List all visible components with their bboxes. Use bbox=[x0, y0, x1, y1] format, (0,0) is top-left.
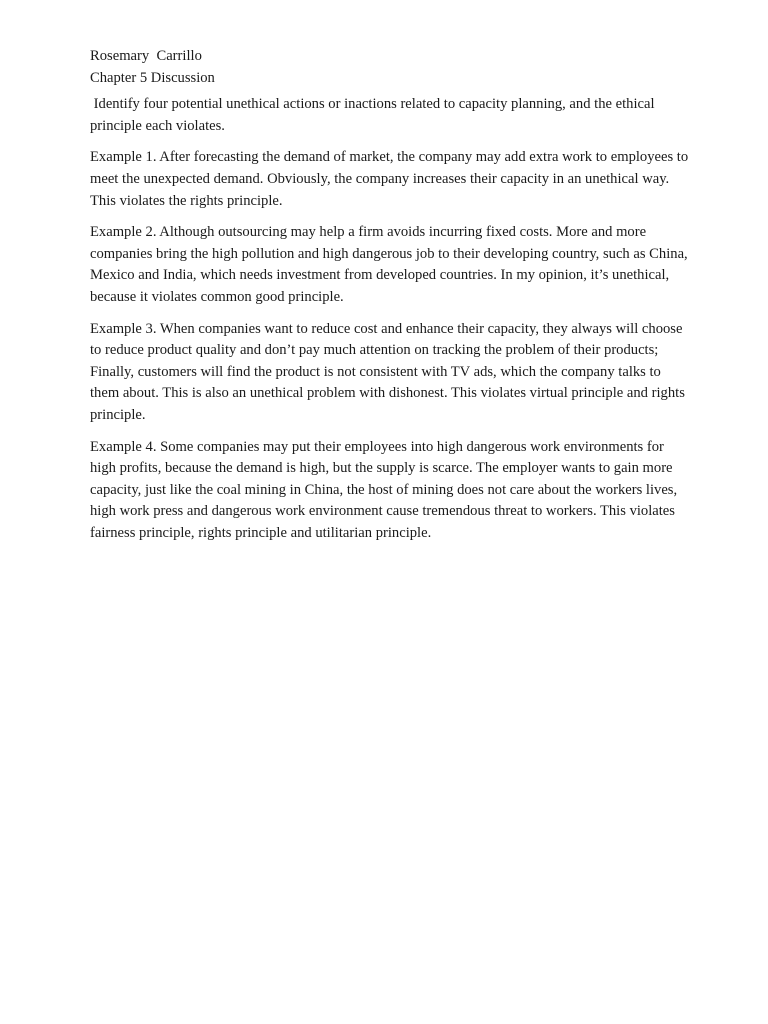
example-2-paragraph: Example 2. Although outsourcing may help a firm avoids incurring fixed costs. More and more companies bring the high pollution and high dangerous job to their developing country, such as China, Mexico and India, which needs investment from developed countries. In my opinion, it’s unethical, because it violates common good principle. bbox=[90, 224, 688, 305]
author-name: Rosemary Carrillo bbox=[90, 48, 202, 64]
discussion-question: Identify four potential unethical actions or inactions related to capacity planning, and the ethical principle each violates. bbox=[90, 96, 659, 134]
document-body bbox=[90, 46, 690, 544]
example-4-paragraph: Example 4. Some companies may put their employees into high dangerous work environments for high profits, because the demand is high, but the supply is scarce. The employer wants to gain more capacity, just like the coal mining in China, the host of mining does not care about the workers lives, high work press and dangerous work environment cause tremendous threat to workers. This violates fairness principle, rights principle and utilitarian principle. bbox=[90, 438, 678, 541]
example-3-paragraph: Example 3. When companies want to reduce cost and enhance their capacity, they always will choose to reduce product quality and don’t pay much attention on tracking the problem of their products; Finally, customers will find the product is not consistent with TV ads, which the company talks to them about. This is also an unethical problem with dishonest. This violates virtual principle and rights principle. bbox=[90, 320, 685, 423]
document-title: Chapter 5 Discussion bbox=[90, 69, 215, 86]
example-1-paragraph: Example 1. After forecasting the demand of market, the company may add extra work to employees to meet the unexpected demand. Obviously, the company increases their capacity in an unethical way. This violates the rights principle. bbox=[90, 149, 689, 209]
